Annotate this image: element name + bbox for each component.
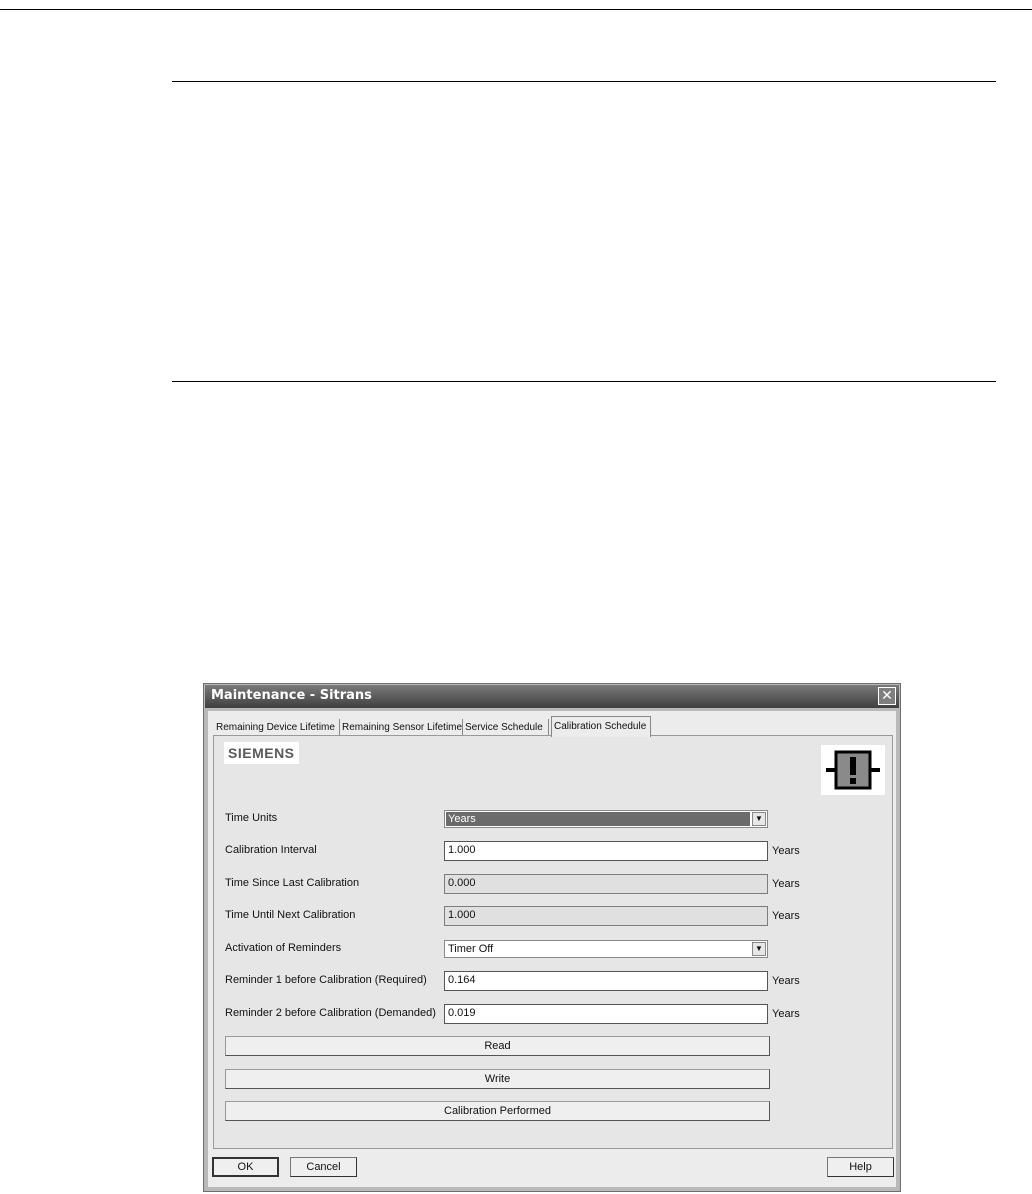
calibration-interval-unit: Years bbox=[772, 845, 800, 857]
reminder2-unit: Years bbox=[772, 1008, 800, 1020]
calibration-interval-input[interactable]: 1.000 bbox=[444, 841, 768, 861]
siemens-logo: SIEMENS bbox=[224, 742, 299, 764]
time-until-next-label: Time Until Next Calibration bbox=[225, 909, 356, 921]
reminder2-label: Reminder 2 before Calibration (Demanded) bbox=[225, 1007, 436, 1019]
dialog-client-area bbox=[208, 711, 896, 1187]
time-since-last-label: Time Since Last Calibration bbox=[225, 877, 360, 889]
time-units-value: Years bbox=[446, 812, 750, 826]
reminder1-label: Reminder 1 before Calibration (Required) bbox=[225, 974, 427, 986]
time-since-last-unit: Years bbox=[772, 878, 800, 890]
chevron-down-icon[interactable]: ▼ bbox=[752, 812, 766, 826]
maintenance-alarm-icon bbox=[821, 745, 885, 795]
tab-calibration-schedule[interactable]: Calibration Schedule bbox=[551, 716, 651, 737]
maintenance-dialog bbox=[203, 683, 901, 1192]
calibration-interval-label: Calibration Interval bbox=[225, 844, 317, 856]
reminder1-unit: Years bbox=[772, 975, 800, 987]
activation-reminders-label: Activation of Reminders bbox=[225, 942, 342, 954]
reminder2-input[interactable]: 0.019 bbox=[444, 1004, 768, 1024]
close-button[interactable] bbox=[878, 687, 896, 705]
time-units-select[interactable] bbox=[444, 810, 768, 828]
window-title: Maintenance - Sitrans bbox=[211, 688, 372, 703]
tab-remaining-sensor-lifetime[interactable]: Remaining Sensor Lifetime bbox=[340, 719, 463, 737]
time-since-last-field: 0.000 bbox=[444, 874, 768, 894]
document-rule-bottom bbox=[172, 381, 996, 382]
time-until-next-field: 1.000 bbox=[444, 906, 768, 926]
help-button[interactable]: Help bbox=[827, 1157, 894, 1177]
read-button[interactable]: Read bbox=[225, 1036, 770, 1056]
reminder1-input[interactable]: 0.164 bbox=[444, 971, 768, 991]
tab-service-schedule[interactable]: Service Schedule bbox=[463, 719, 549, 737]
calibration-performed-button[interactable]: Calibration Performed bbox=[225, 1101, 770, 1121]
calibration-schedule-panel bbox=[213, 735, 893, 1149]
write-button[interactable]: Write bbox=[225, 1069, 770, 1089]
page-header-rule bbox=[0, 9, 1032, 10]
activation-reminders-select[interactable] bbox=[444, 940, 768, 958]
activation-reminders-value: Timer Off bbox=[448, 943, 494, 955]
tab-remaining-device-lifetime[interactable]: Remaining Device Lifetime bbox=[214, 719, 340, 737]
document-rule-top bbox=[172, 81, 996, 82]
ok-button[interactable]: OK bbox=[212, 1157, 279, 1177]
time-units-label: Time Units bbox=[225, 812, 278, 824]
close-icon: ✕ bbox=[881, 688, 893, 704]
cancel-button[interactable]: Cancel bbox=[290, 1157, 357, 1177]
time-until-next-unit: Years bbox=[772, 910, 800, 922]
chevron-down-icon[interactable]: ▼ bbox=[752, 942, 766, 956]
title-bar[interactable] bbox=[205, 685, 899, 708]
